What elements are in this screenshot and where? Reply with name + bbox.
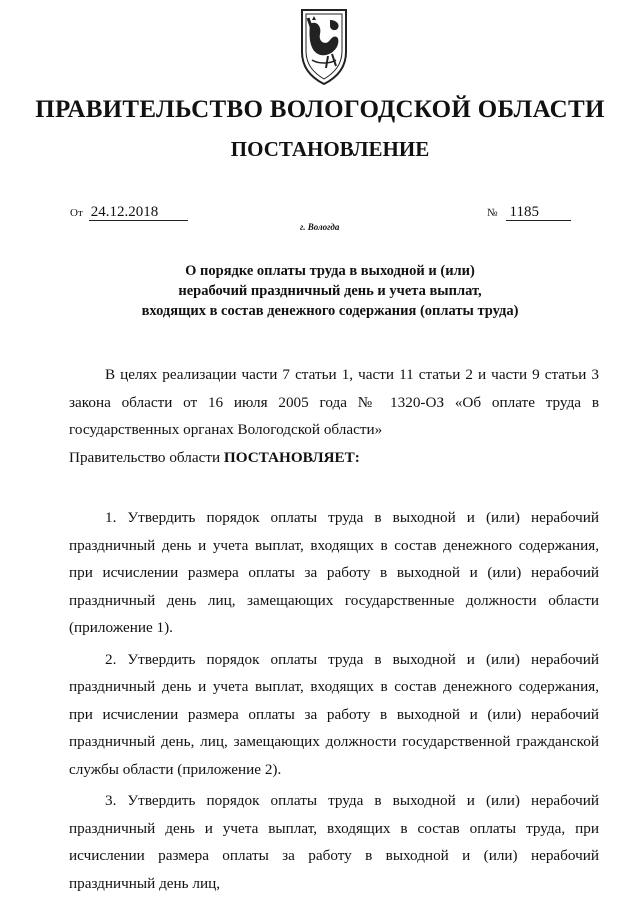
preamble-paragraph: В целях реализации части 7 статьи 1, части 11 статьи 2 и части 9 статьи 3 закона области от 16 июля 2005 года № 1320-ОЗ «Об оплате труда в государственных органах Вологодской области» xyxy=(69,366,599,438)
item-2: 2. Утвердить порядок оплаты труда в выходной и (или) нерабочий праздничный день и учета выплат, входящих в состав денежного содержания, при исчислении размера оплаты за работу в выходной и (или) нерабочий праздничный день, лиц, замещающих должности государственной гражданской службы области (приложение 2). xyxy=(69,650,599,778)
heading-line-3: входящих в состав денежного содержания (оплаты труда) xyxy=(141,303,519,319)
heading-line-2: нерабочий праздничный день и учета выплат, xyxy=(178,283,482,299)
number-line xyxy=(487,204,571,221)
document-body xyxy=(69,361,599,901)
document-type: ПОСТАНОВЛЕНИЕ xyxy=(230,137,430,161)
date-label: От xyxy=(70,207,83,219)
government-title: ПРАВИТЕЛЬСТВО ВОЛОГОДСКОЙ ОБЛАСТИ xyxy=(35,96,605,123)
decree-line xyxy=(69,444,599,472)
number-value: 1185 xyxy=(506,205,571,221)
city-label: г. Вологда xyxy=(300,222,340,232)
decree-word: ПОСТАНОВЛЯЕТ: xyxy=(223,448,360,466)
date-line xyxy=(70,204,188,221)
date-value: 24.12.2018 xyxy=(89,205,189,221)
item-1: 1. Утвердить порядок оплаты труда в выходной и (или) нерабочий праздничный день и учета выплат, входящих в состав денежного содержания, при исчислении размера оплаты за работу в выходной и (или) нерабочий праздничный день лиц, замещающих государственные должности области (приложение 1). xyxy=(69,509,599,636)
document-heading xyxy=(0,261,640,321)
item-3: 3. Утвердить порядок оплаты труда в выходной и (или) нерабочий праздничный день и учета выплат, входящих в состав оплаты труда, при исчислении размера оплаты за работу в выходной и (или) нерабочий праздничный день лиц, xyxy=(69,792,599,892)
number-label: № xyxy=(487,207,498,219)
spacer xyxy=(69,471,599,504)
vologda-coat-of-arms-icon xyxy=(296,6,352,86)
heading-line-1: О порядке оплаты труда в выходной и (или) xyxy=(185,263,475,279)
decree-prefix: Правительство области xyxy=(69,448,221,466)
